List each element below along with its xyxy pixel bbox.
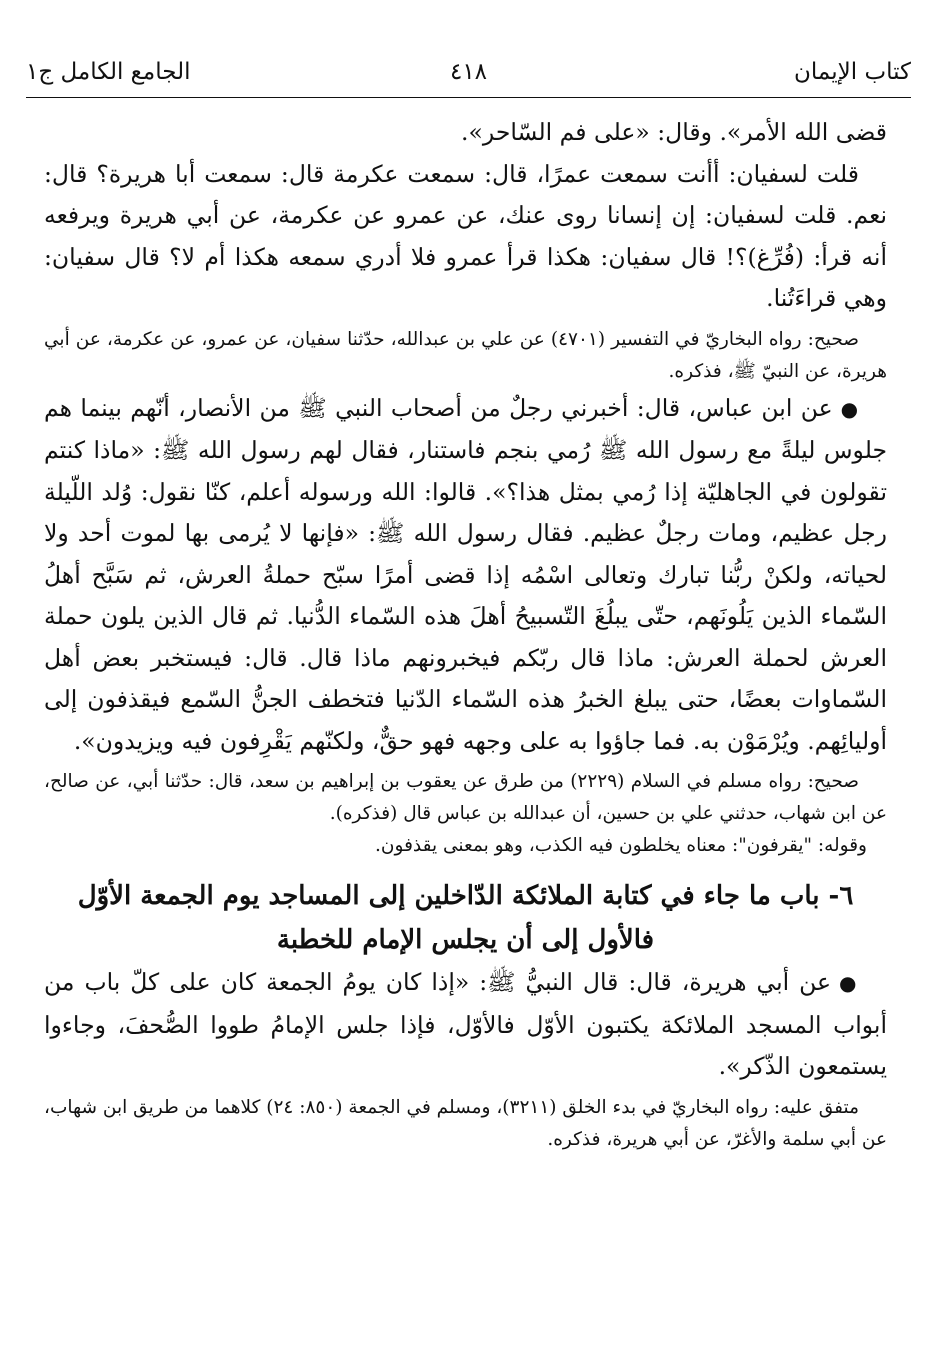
bullet-marker-2: ● (839, 971, 859, 995)
collection-title: الجامع الكامل ج١ (26, 59, 191, 85)
bullet-marker: ● (840, 396, 859, 421)
page-number: ٤١٨ (449, 59, 488, 85)
page-header (26, 52, 911, 98)
chapter-heading (44, 874, 887, 962)
hadith-abu-hurayra-text: عن أبي هريرة، قال: قال النبيُّ ﷺ: «إذا كان يومُ الجمعة كان على كلّ باب من أبواب المسجد الملائكة يكتبون الأوّل فالأوّل، فإذا جلس الإمامُ طووا الصُّحفَ، وجاءوا يستمعون الذّكر». (44, 968, 887, 1080)
hadith-ibn-abbas-text: عن ابن عباس، قال: أخبرني رجلٌ من أصحاب النبي ﷺ من الأنصار، أنّهم بينما هم جلوس ليلةً مع رسول الله ﷺ رُمي بنجم فاستنار، فقال لهم رسول الله ﷺ: «ماذا كنتم تقولون في الجاهليّة إذا رُمي بمثل هذا؟». قالوا: الله ورسوله أعلم، كنّا نقول: وُلد اللّيلة رجل عظيم، ومات رجلٌ عظيم. فقال رسول الله ﷺ: «فإنها لا يُرمى بها لموت أحد ولا لحياته، ولكنْ ربُّنا تبارك وتعالى اسْمُه إذا قضى أمرًا سبّح حملةُ العرش، ثم سَبَّح أهلُ السّماء الذين يَلُونَهم، حتّى يبلُغَ التّسبيحُ أهلَ هذه السّماء الدُّنيا. ثم قال الذين يلون حملة العرش لحملة العرش: ماذا قال ربّكم فيخبرونهم ماذا قال. قال: فيستخبر بعض أهل السّماوات بعضًا، حتى يبلغ الخبرُ هذه السّماء الدّنيا فتخطف الجنُّ السّمع فيقذفون إلى أوليائِهم. ويُرْمَوْن به. فما جاؤوا به على وجهه فهو حقٌّ، ولكنّهم يَقْرِفون فيه ويزيدون». (44, 393, 887, 755)
paragraph-sufyan-dialogue: قلت لسفيان: أأنت سمعت عمرًا، قال: سمعت عكرمة قال: سمعت أبا هريرة؟ قال: نعم. قلت لسفيان: إن إنسانا روى عنك، عن عمرو عن عكرمة، عن أبي هريرة ويرفعه أنه قرأ: (فُرِّغ)؟! قال سفيان: هكذا قرأ عمرو فلا أدري سمعه هكذا أم لا؟ قال سفيان: وهي قراءَتُنا. (44, 159, 887, 312)
paragraph-continuation: قضى الله الأمر». وقال: «على فم السّاحر». (461, 118, 887, 146)
header-divider (26, 97, 911, 98)
spacer (44, 862, 887, 868)
chapter-heading-line-2: فالأول إلى أن يجلس الإمام للخطبة (276, 925, 655, 955)
word-explanation-note: وقوله: "يقرفون": معناه يخلطون فيه الكذب، وهو بمعنى يقذفون. (375, 835, 867, 856)
page-body (44, 112, 887, 1156)
hadith-grading-note-2: صحيح: رواه مسلم في السلام (٢٢٢٩) من طرق عن يعقوب بن إبراهيم بن سعد، قال: حدّثنا أبي، عن صالح، عن ابن شهاب، حدثني علي بن حسين، أن عبدالله بن عباس قال (فذكره). (44, 771, 887, 824)
hadith-grading-note-1: صحيح: رواه البخاريّ في التفسير (٤٧٠١) عن علي بن عبدالله، حدّثنا سفيان، عن عمرو، عن عكرمة، عن أبي هريرة، عن النبيّ ﷺ، فذكره. (44, 328, 887, 382)
book-title: كتاب الإيمان (794, 59, 911, 85)
chapter-heading-line-1: ٦- باب ما جاء في كتابة الملائكة الدّاخلين إلى المساجد يوم الجمعة الأوّل (77, 881, 854, 911)
hadith-abu-hurayra (44, 962, 887, 1088)
hadith-ibn-abbas (44, 388, 887, 763)
hadith-grading-note-3: متفق عليه: رواه البخاريّ في بدء الخلق (٣٢١١)، ومسلم في الجمعة (٨٥٠: ٢٤) كلاهما من طريق ابن شهاب، عن أبي سلمة والأغرّ، عن أبي هريرة، فذكره. (44, 1096, 887, 1150)
